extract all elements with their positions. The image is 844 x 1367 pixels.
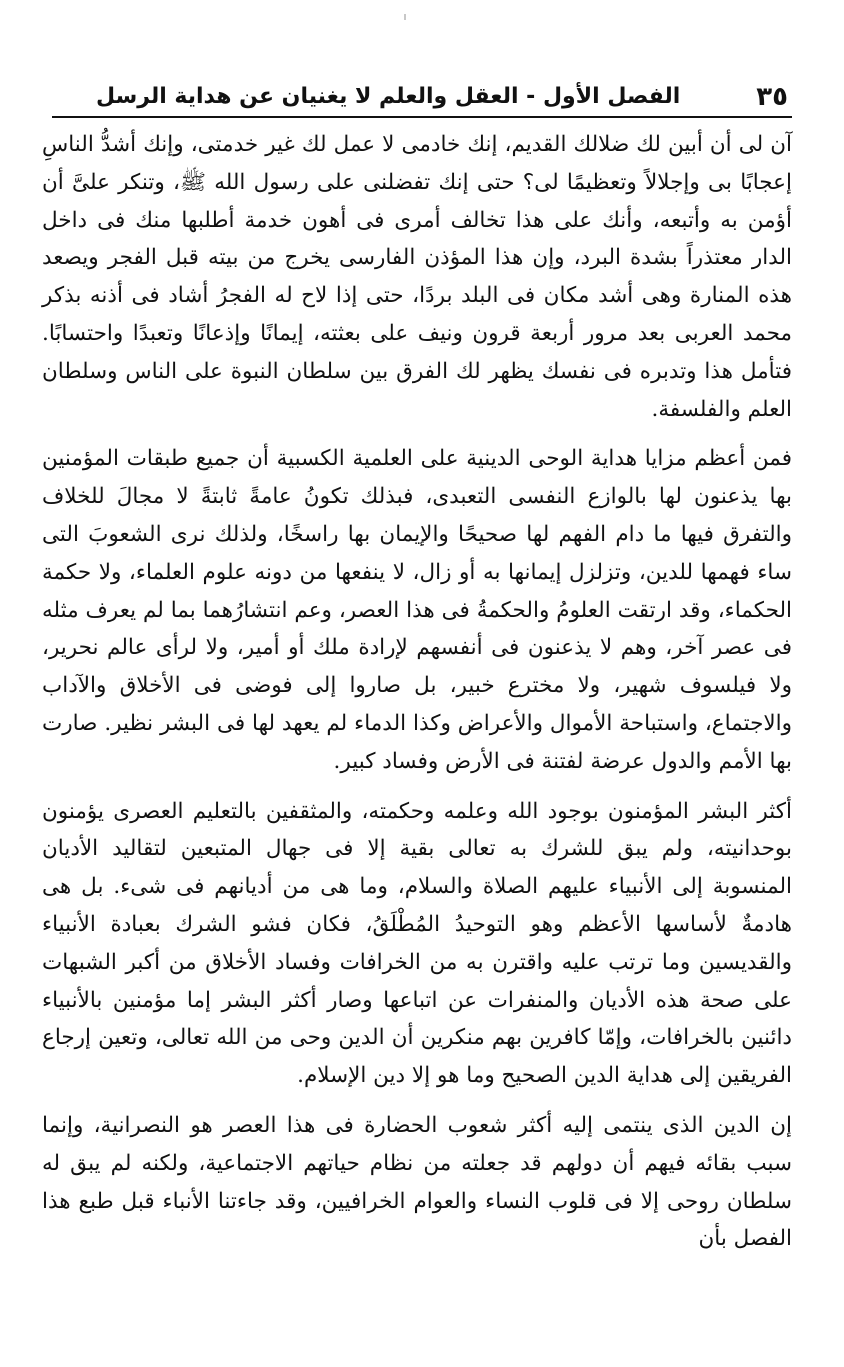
paragraph-4: إن الدين الذى ينتمى إليه أكثر شعوب الحضارة فى هذا العصر هو النصرانية، وإنما سبب بقائه فيهم أن دولهم قد جعلته من نظام حياتهم الاجتماعية، ولكنه لم يبق له سلطان روحى إلا فى قلوب النساء والعوام الخرافيين، وقد جاءتنا الأنباء قبل طبع هذا الفصل بأن	[42, 1112, 792, 1252]
paragraph-2: فمن أعظم مزايا هداية الوحى الدينية على العلمية الكسبية أن جميع طبقات المؤمنين بها يذعنون لها بالوازع النفسى التعبدى، فبذلك تكونُ عامةً ثابتةً لا مجالَ للخلاف والتفرق فيها ما دام الفهم لها صحيحًا والإيمان بها راسخًا، ولذلك نرى الشعوبَ التى ساء فهمها للدين، وتزلزل إيمانها به أو زال، لا ينفعها من دونه علوم العلماء، ولا حكمة الحكماء، وقد ارتقت العلومُ والحكمةُ فى هذا العصر، وعم انتشارُهما بما لم يعرف مثله فى عصر آخر، وهم لا يذعنون فى أنفسهم لإرادة ملك أو أمير، ولا لرأى عالم نحرير، ولا فيلسوف شهير، ولا مخترع خبير، بل صاروا إلى فوضى فى الأخلاق والآداب والاجتماع، واستباحة الأموال والأعراض وكذا الدماء لم يعهد لها فى البشر نظير. صارت بها الأمم والدول عرضة لفتنة فى الأرض وفساد كبير.	[42, 446, 792, 774]
scan-mark	[404, 14, 406, 20]
chapter-title: الفصل الأول - العقل والعلم لا يغنيان عن هداية الرسل	[96, 84, 681, 109]
paragraph-1: آن لى أن أبين لك ضلالك القديم، إنك خادمى لا عمل لك غير خدمتى، وإنك أشدُّ الناسِ إعجابًا بى وإجلالاً وتعظيمًا لى؟ حتى إنك تفضلنى على رسول الله ﷺ، وتنكر علىَّ أن أؤمن به وأتبعه، وأنك على هذا تخالف أمرى فى أهون خدمة أطلبها منك فى داخل الدار معتذراً بشدة البرد، وإن هذا المؤذن الفارسى يخرج من بيته قبل الفجر ويصعد هذه المنارة وهى أشد مكان فى البلد بردًا، حتى إذا لاح له الفجرُ أشاد فى أذنه بذكر محمد العربى بعد مرور أربعة قرون ونيف على بعثته، إيمانًا وإذعانًا وتعبدًا واحتسابًا. فتأمل هذا وتدبره فى نفسك يظهر لك الفرق بين سلطان النبوة على الناس وسلطان العلم والفلسفة.	[42, 132, 792, 422]
page-number: ٣٥	[756, 82, 788, 112]
running-header	[52, 78, 792, 118]
paragraph-3: أكثر البشر المؤمنون بوجود الله وعلمه وحكمته، والمثقفين بالتعليم العصرى يؤمنون بوحدانيته، ولم يبق للشرك به تعالى بقية إلا فى جهال المتبعين لتقاليد الأديان المنسوبة إلى الأنبياء عليهم الصلاة والسلام، وما هى من أديانهم فى شىء. بل هى هادمةٌ لأساسها الأعظم وهو التوحيدُ المُطْلَقُ، فكان فشو الشرك بعبادة الأنبياء والقديسين وما ترتب عليه واقترن به من الخرافات وفساد الأخلاق من أكبر الشبهات على صحة هذه الأديان والمنفرات عن اتباعها وصار أكثر البشر إما مؤمنين بالأنبياء دائنين بالخرافات، وإمّا كافرين بهم منكرين أن الدين وحى من الله تعالى، وتعين إرجاع الفريقين إلى هداية الدين الصحيح وما هو إلا دين الإسلام.	[42, 798, 792, 1089]
header-rule	[52, 116, 792, 118]
body-text	[42, 126, 792, 1258]
